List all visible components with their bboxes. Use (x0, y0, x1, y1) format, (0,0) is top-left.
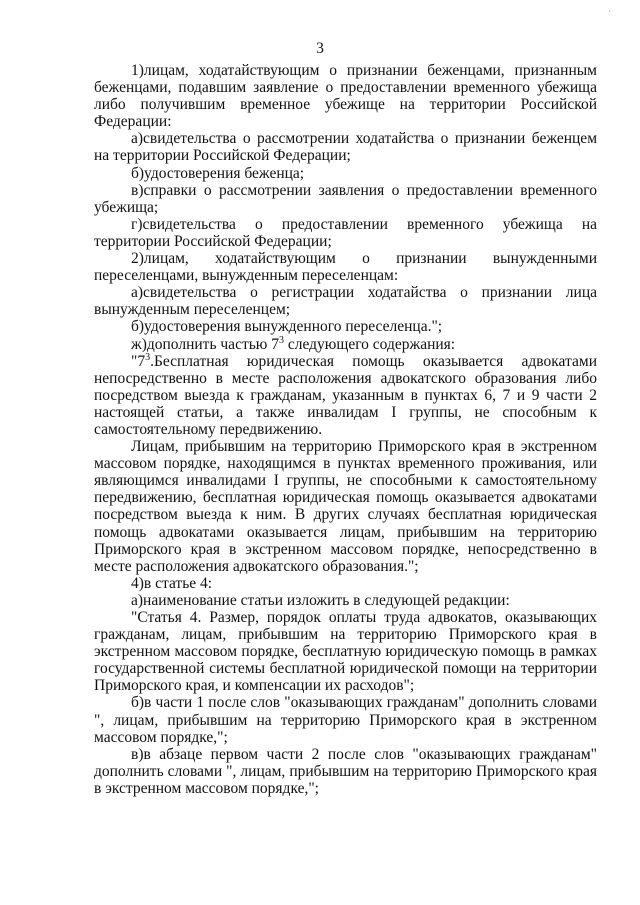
paragraph-article-4: 4)в статье 4: (131, 574, 213, 592)
superscript: 3 (279, 334, 284, 346)
superscript: 3 (145, 351, 151, 363)
paragraph-migrant-registration: а)свидетельства о регистрации ходатайства о признании лица вынужденным переселенцем; (94, 284, 597, 319)
paragraph-article-4-title: а)наименование статьи изложить в следующей редакции: (131, 591, 510, 609)
paragraph-refugee-id: б)удостоверения беженца; (131, 164, 305, 182)
corner-mark: · (608, 6, 611, 16)
document-body (94, 62, 597, 797)
paragraph-part-7-3-text: "$7^3.Бесплатная$ юридическая помощь оказывается адвокатами непосредственно в месте расположения адвокатского образования либо посредством выезда к гражданам, указанным в пунктах 6, 7 и 9 части 2 настоящей статьи, а также инвалидам I группы, не способным к самостоятельному передвижению. (94, 351, 597, 438)
paragraph-article-4-part-2: в)в абзаце первом части 2 после слов "оказывающих гражданам" дополнить словами ", лицам, прибывшим на территорию Приморского края в экстренном массовом порядке,"; (94, 745, 597, 797)
paragraph-asylum-certificate: г)свидетельства о предоставлении временного убежища на территории Российской Федерации; (94, 215, 597, 250)
paragraph-add-part-7-3: ж)дополнить частью $7^3$ следующего содержания: (131, 334, 456, 353)
paragraph-refugee-certificate: а)свидетельства о рассмотрении ходатайства о признании беженцем на территории Российской Федерации; (94, 130, 597, 165)
paragraph-asylum-statement: в)справки о рассмотрении заявления о предоставлении временного убежища; (94, 181, 597, 216)
paragraph-article-4-part-1: б)в части 1 после слов "оказывающих гражданам" дополнить словами ", лицам, прибывшим на территорию Приморского края в экстренном массовом порядке,"; (94, 694, 597, 746)
paragraph-migrant-id: б)удостоверения вынужденного переселенца."; (131, 318, 443, 336)
page-number: 3 (316, 40, 324, 57)
paragraph-refugees: 1)лицам, ходатайствующим о признании беженцами, признанным беженцами, подавшим заявление о предоставлении временного убежища либо получившим временное убежище на территории Российской Федерации: (94, 62, 597, 131)
paragraph-article-4-new-title: "Статья 4. Размер, порядок оплаты труда адвокатов, оказывающих гражданам, лицам, прибывшим на территорию Приморского края в экстренном массовом порядке, бесплатную юридическую помощь в рамках государственной системы бесплатной юридической помощи на территории Приморского края, и компенсации их расходов"; (94, 609, 597, 695)
paragraph-emergency-arrivals: Лицам, прибывшим на территорию Приморского края в экстренном массовом порядке, находящимся в пунктах временного проживания, или являющимся инвалидами I группы, не способными к самостоятельному передвижению, бесплатная юридическая помощь оказывается адвокатами посредством выезда к ним. В других случаях бесплатная юридическая помощь адвокатами оказывается лицам, прибывшим на территорию Приморского края в экстренном массовом порядке, непосредственно в месте расположения адвокатского образования."; (94, 438, 597, 575)
paragraph-forced-migrants: 2)лицам, ходатайствующим о признании вынужденными переселенцами, вынужденным переселенцам: (94, 250, 597, 285)
